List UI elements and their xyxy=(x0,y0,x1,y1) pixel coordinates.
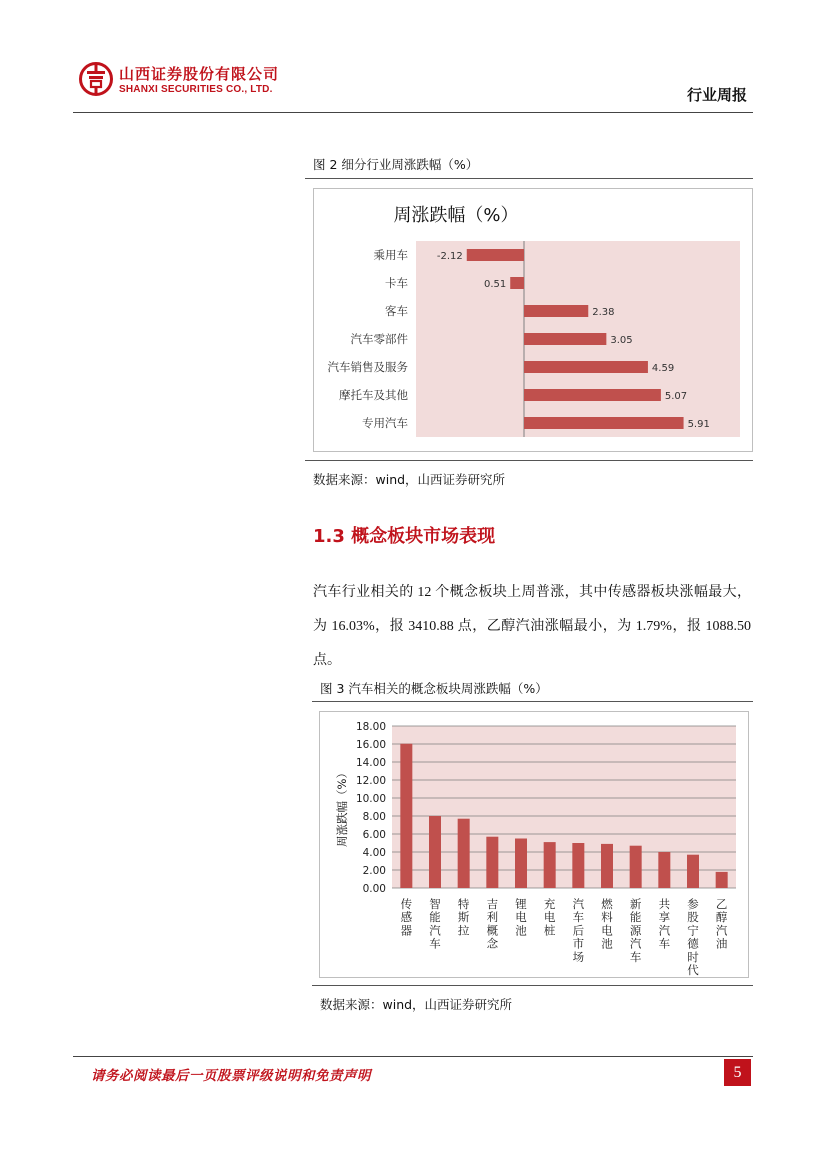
figure2-source: 数据来源：wind，山西证券研究所 xyxy=(313,472,506,487)
industry-weekly-change-chart xyxy=(314,189,752,451)
chart2-category-label: 新能源汽车 xyxy=(629,897,642,964)
chart1-bar xyxy=(524,417,684,429)
chart1-title: 周涨跌幅（%） xyxy=(393,205,519,226)
chart1-bar xyxy=(524,333,606,345)
figure2-caption: 图 2 细分行业周涨跌幅（%） xyxy=(313,157,479,172)
chart2-bar xyxy=(458,819,470,888)
chart2-y-tick-label: 2.00 xyxy=(362,865,386,877)
chart2-category-label: 燃料电池 xyxy=(601,897,613,951)
chart1-data-label: 0.51 xyxy=(483,279,507,290)
chart2-bar xyxy=(486,837,498,888)
chart2-category-label: 吉利概念 xyxy=(486,897,499,951)
chart2-y-tick-label: 6.00 xyxy=(362,829,386,841)
chart2-bar xyxy=(515,839,527,889)
footer-divider xyxy=(73,1056,753,1057)
chart1-category-label: 专用汽车 xyxy=(362,416,408,430)
company-logo-icon xyxy=(79,62,113,96)
chart2-y-axis-label: 周涨跌幅（%） xyxy=(335,767,349,847)
chart2-bar xyxy=(572,843,584,888)
chart2-y-tick-label: 14.00 xyxy=(355,757,386,769)
page-number: 5 xyxy=(724,1059,751,1086)
figure3-caption: 图 3 汽车相关的概念板块周涨跌幅（%） xyxy=(320,681,548,696)
disclaimer-note: 请务必阅读最后一页股票评级说明和免责声明 xyxy=(91,1068,371,1084)
chart2-bar xyxy=(601,844,613,888)
chart1-bar xyxy=(524,305,588,317)
chart2-bar xyxy=(630,846,642,888)
chart1-bar xyxy=(510,277,524,289)
chart1-bar xyxy=(467,249,524,261)
figure3-source: 数据来源：wind，山西证券研究所 xyxy=(320,997,513,1012)
chart2-bar xyxy=(400,744,412,888)
chart2-y-tick-label: 18.00 xyxy=(355,721,386,733)
chart2-y-tick-label: 8.00 xyxy=(362,811,386,823)
chart1-data-label: 5.07 xyxy=(664,391,688,402)
chart2-category-label: 智能汽车 xyxy=(429,897,441,951)
chart2-y-tick-label: 16.00 xyxy=(355,739,386,751)
chart2-category-label: 乙醇汽油 xyxy=(715,897,728,951)
figure3-top-rule xyxy=(312,701,753,702)
chart2-bar xyxy=(658,852,670,888)
chart1-category-label: 摩托车及其他 xyxy=(339,388,408,402)
company-name-en: SHANXI SECURITIES CO., LTD. xyxy=(119,84,273,95)
chart2-category-label: 传感器 xyxy=(400,897,413,938)
chart2-category-label: 特斯拉 xyxy=(457,897,470,938)
chart2-category-label: 参股宁德时代 xyxy=(687,897,699,977)
chart2-y-tick-label: 12.00 xyxy=(355,775,386,787)
chart1-category-label: 客车 xyxy=(385,304,408,318)
chart1-data-label: 4.59 xyxy=(651,363,675,374)
section-title: 1.3 概念板块市场表现 xyxy=(313,526,496,547)
figure2-top-rule xyxy=(305,178,753,179)
chart1-data-label: 5.91 xyxy=(687,419,710,430)
chart2-bar xyxy=(687,855,699,888)
chart2-y-tick-label: 4.00 xyxy=(362,847,386,859)
chart1-category-label: 乘用车 xyxy=(373,248,408,262)
concept-sector-weekly-change-chart xyxy=(320,712,748,977)
chart2-plot-area xyxy=(392,726,736,888)
chart1-bar xyxy=(524,389,661,401)
chart2-category-label: 锂电池 xyxy=(515,897,527,938)
company-name-cn: 山西证券股份有限公司 xyxy=(119,65,280,83)
header-divider xyxy=(73,112,753,113)
report-type-label: 行业周报 xyxy=(686,86,747,104)
chart2-bar xyxy=(544,842,556,888)
figure3-chart-frame xyxy=(319,711,749,978)
chart1-data-label: -2.12 xyxy=(436,251,463,262)
chart2-category-label: 汽车后市场 xyxy=(572,897,585,964)
chart1-category-label: 卡车 xyxy=(385,276,408,290)
chart2-bar xyxy=(429,816,441,888)
figure2-chart-frame xyxy=(313,188,753,452)
chart2-category-label: 充电桩 xyxy=(543,897,556,938)
chart1-data-label: 3.05 xyxy=(610,335,633,346)
figure2-bottom-rule xyxy=(305,460,753,461)
chart2-bar xyxy=(716,872,728,888)
chart1-data-label: 2.38 xyxy=(592,307,615,318)
chart1-bar xyxy=(524,361,648,373)
chart2-y-tick-label: 0.00 xyxy=(362,883,386,895)
chart2-y-tick-label: 10.00 xyxy=(355,793,386,805)
body-paragraph: 汽车行业相关的 12 个概念板块上周普涨，其中传感器板块涨幅最大，为 16.03%，报 3410.88 点，乙醇汽油涨幅最小，为 1.79%，报 1088.50 点。 xyxy=(313,585,751,668)
chart2-category-label: 共享汽车 xyxy=(658,897,671,951)
figure3-bottom-rule xyxy=(312,985,753,986)
chart1-category-label: 汽车销售及服务 xyxy=(327,360,408,374)
chart1-category-label: 汽车零部件 xyxy=(350,332,408,346)
